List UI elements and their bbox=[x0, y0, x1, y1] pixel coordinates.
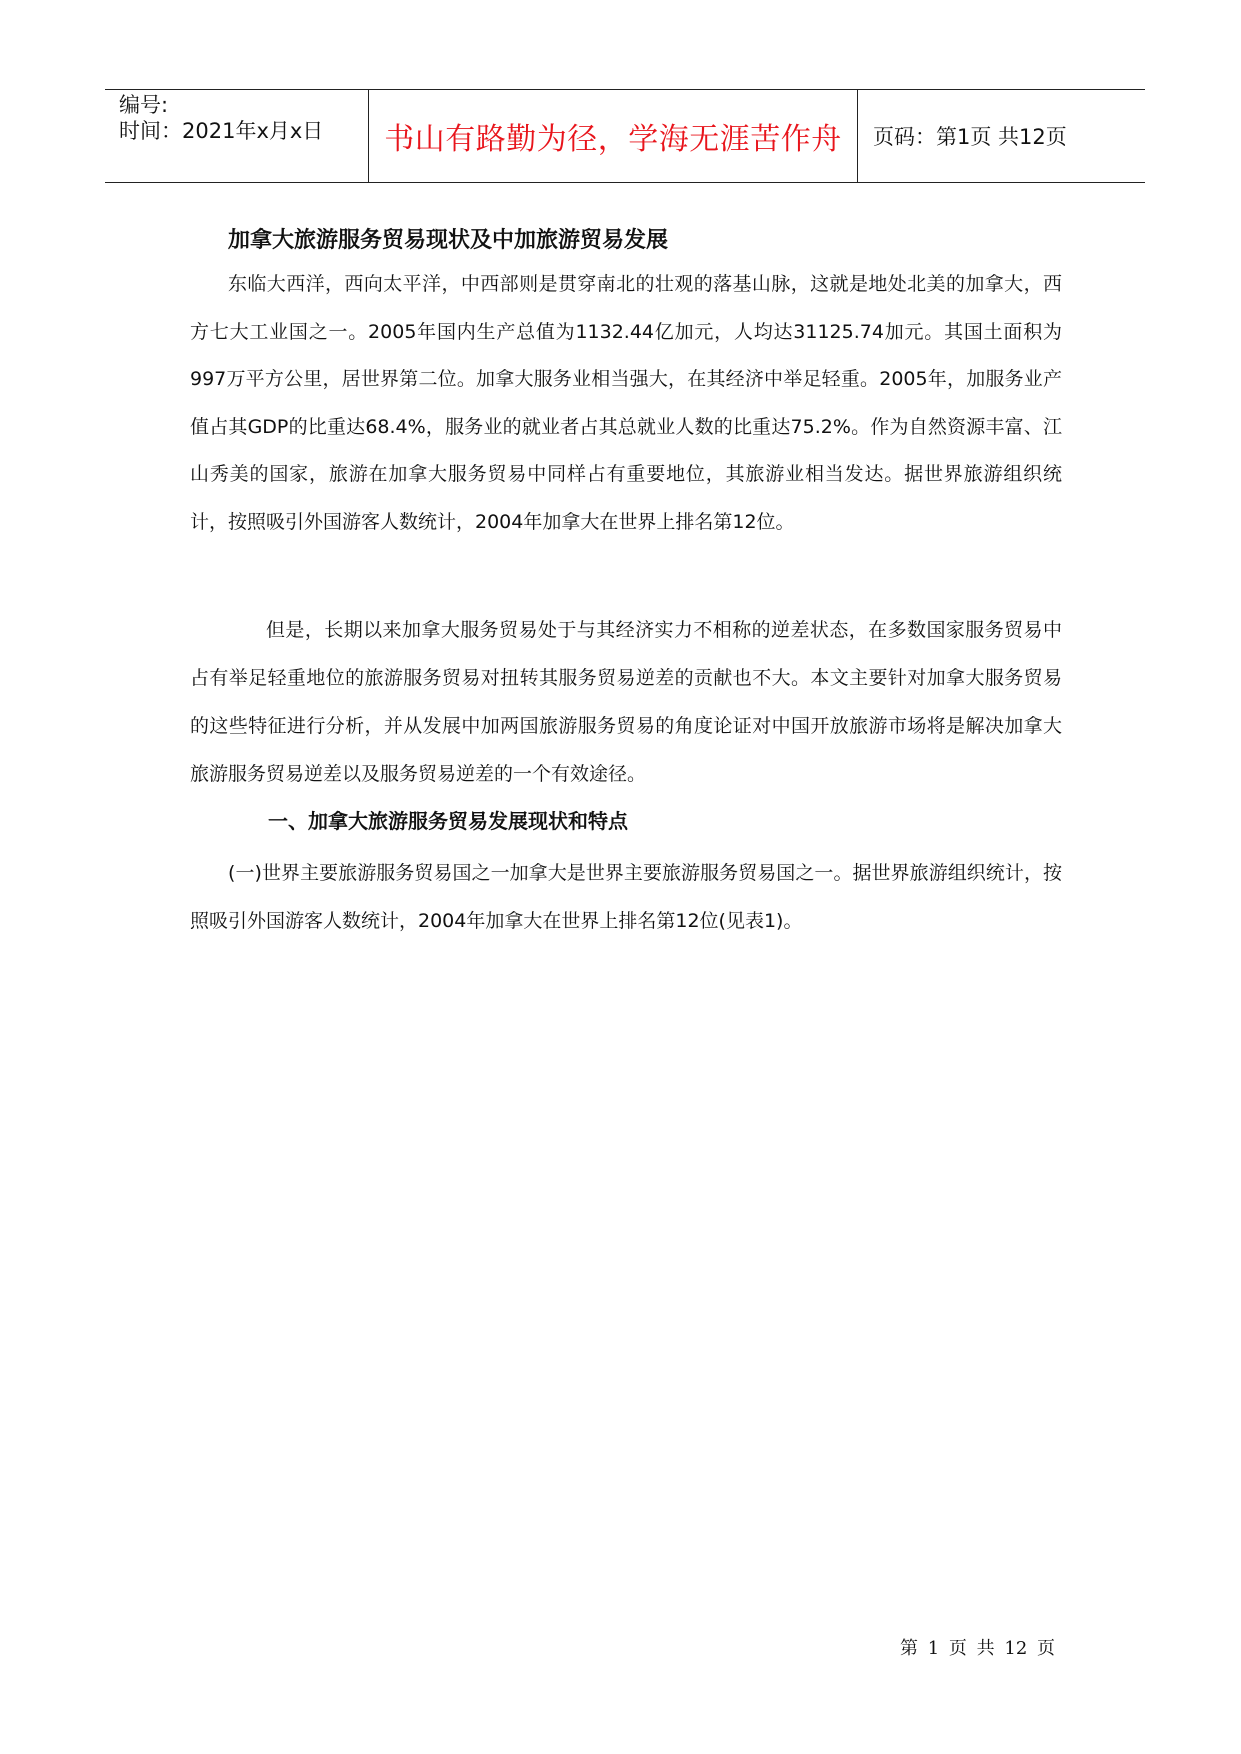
header-page-cell bbox=[858, 90, 1145, 182]
document-header bbox=[105, 89, 1145, 183]
motto-text: 书山有路勤为径，学海无涯苦作舟 bbox=[384, 122, 842, 157]
paragraph-section-one: (一)世界主要旅游服务贸易国之一加拿大是世界主要旅游服务贸易国之一。据世界旅游组织统计，按照吸引外国游客人数统计，2004年加拿大在世界上排名第12位(见表1)。 bbox=[190, 862, 1062, 932]
document-title: 加拿大旅游服务贸易现状及中加旅游贸易发展 bbox=[228, 228, 669, 253]
time-label: 时间：2021年x月x日 bbox=[119, 119, 324, 143]
paragraph-intro: 东临大西洋，西向太平洋，中西部则是贯穿南北的壮观的落基山脉，这就是地处北美的加拿大，西方七大工业国之一。2005年国内生产总值为1132.44亿加元，人均达31125.74加元。其国土面积为997万平方公里，居世界第二位。加拿大服务业相当强大，在其经济中举足轻重。2005年，加服务业产值占其GDP的比重达68.4%，服务业的就业者占其总就业人数的比重达75.2%。作为自然资源丰富、江山秀美的国家，旅游在加拿大服务贸易中同样占有重要地位，其旅游业相当发达。据世界旅游组织统计，按照吸引外国游客人数统计，2004年加拿大在世界上排名第12位。 bbox=[190, 273, 1062, 533]
page-footer: 第 1 页 共 12 页 bbox=[900, 1638, 1055, 1659]
number-label: 编号: bbox=[119, 93, 169, 117]
page-info: 页码：第1页 共12页 bbox=[873, 125, 1067, 149]
header-meta-cell bbox=[105, 90, 369, 182]
paragraph-deficit: 但是，长期以来加拿大服务贸易处于与其经济实力不相称的逆差状态，在多数国家服务贸易中占有举足轻重地位的旅游服务贸易对扭转其服务贸易逆差的贡献也不大。本文主要针对加拿大服务贸易的这些特征进行分析，并从发展中加两国旅游服务贸易的角度论证对中国开放旅游市场将是解决加拿大旅游服务贸易逆差以及服务贸易逆差的一个有效途径。 bbox=[190, 619, 1062, 785]
section-heading: 一、加拿大旅游服务贸易发展现状和特点 bbox=[268, 809, 628, 833]
header-motto-cell bbox=[369, 90, 858, 182]
